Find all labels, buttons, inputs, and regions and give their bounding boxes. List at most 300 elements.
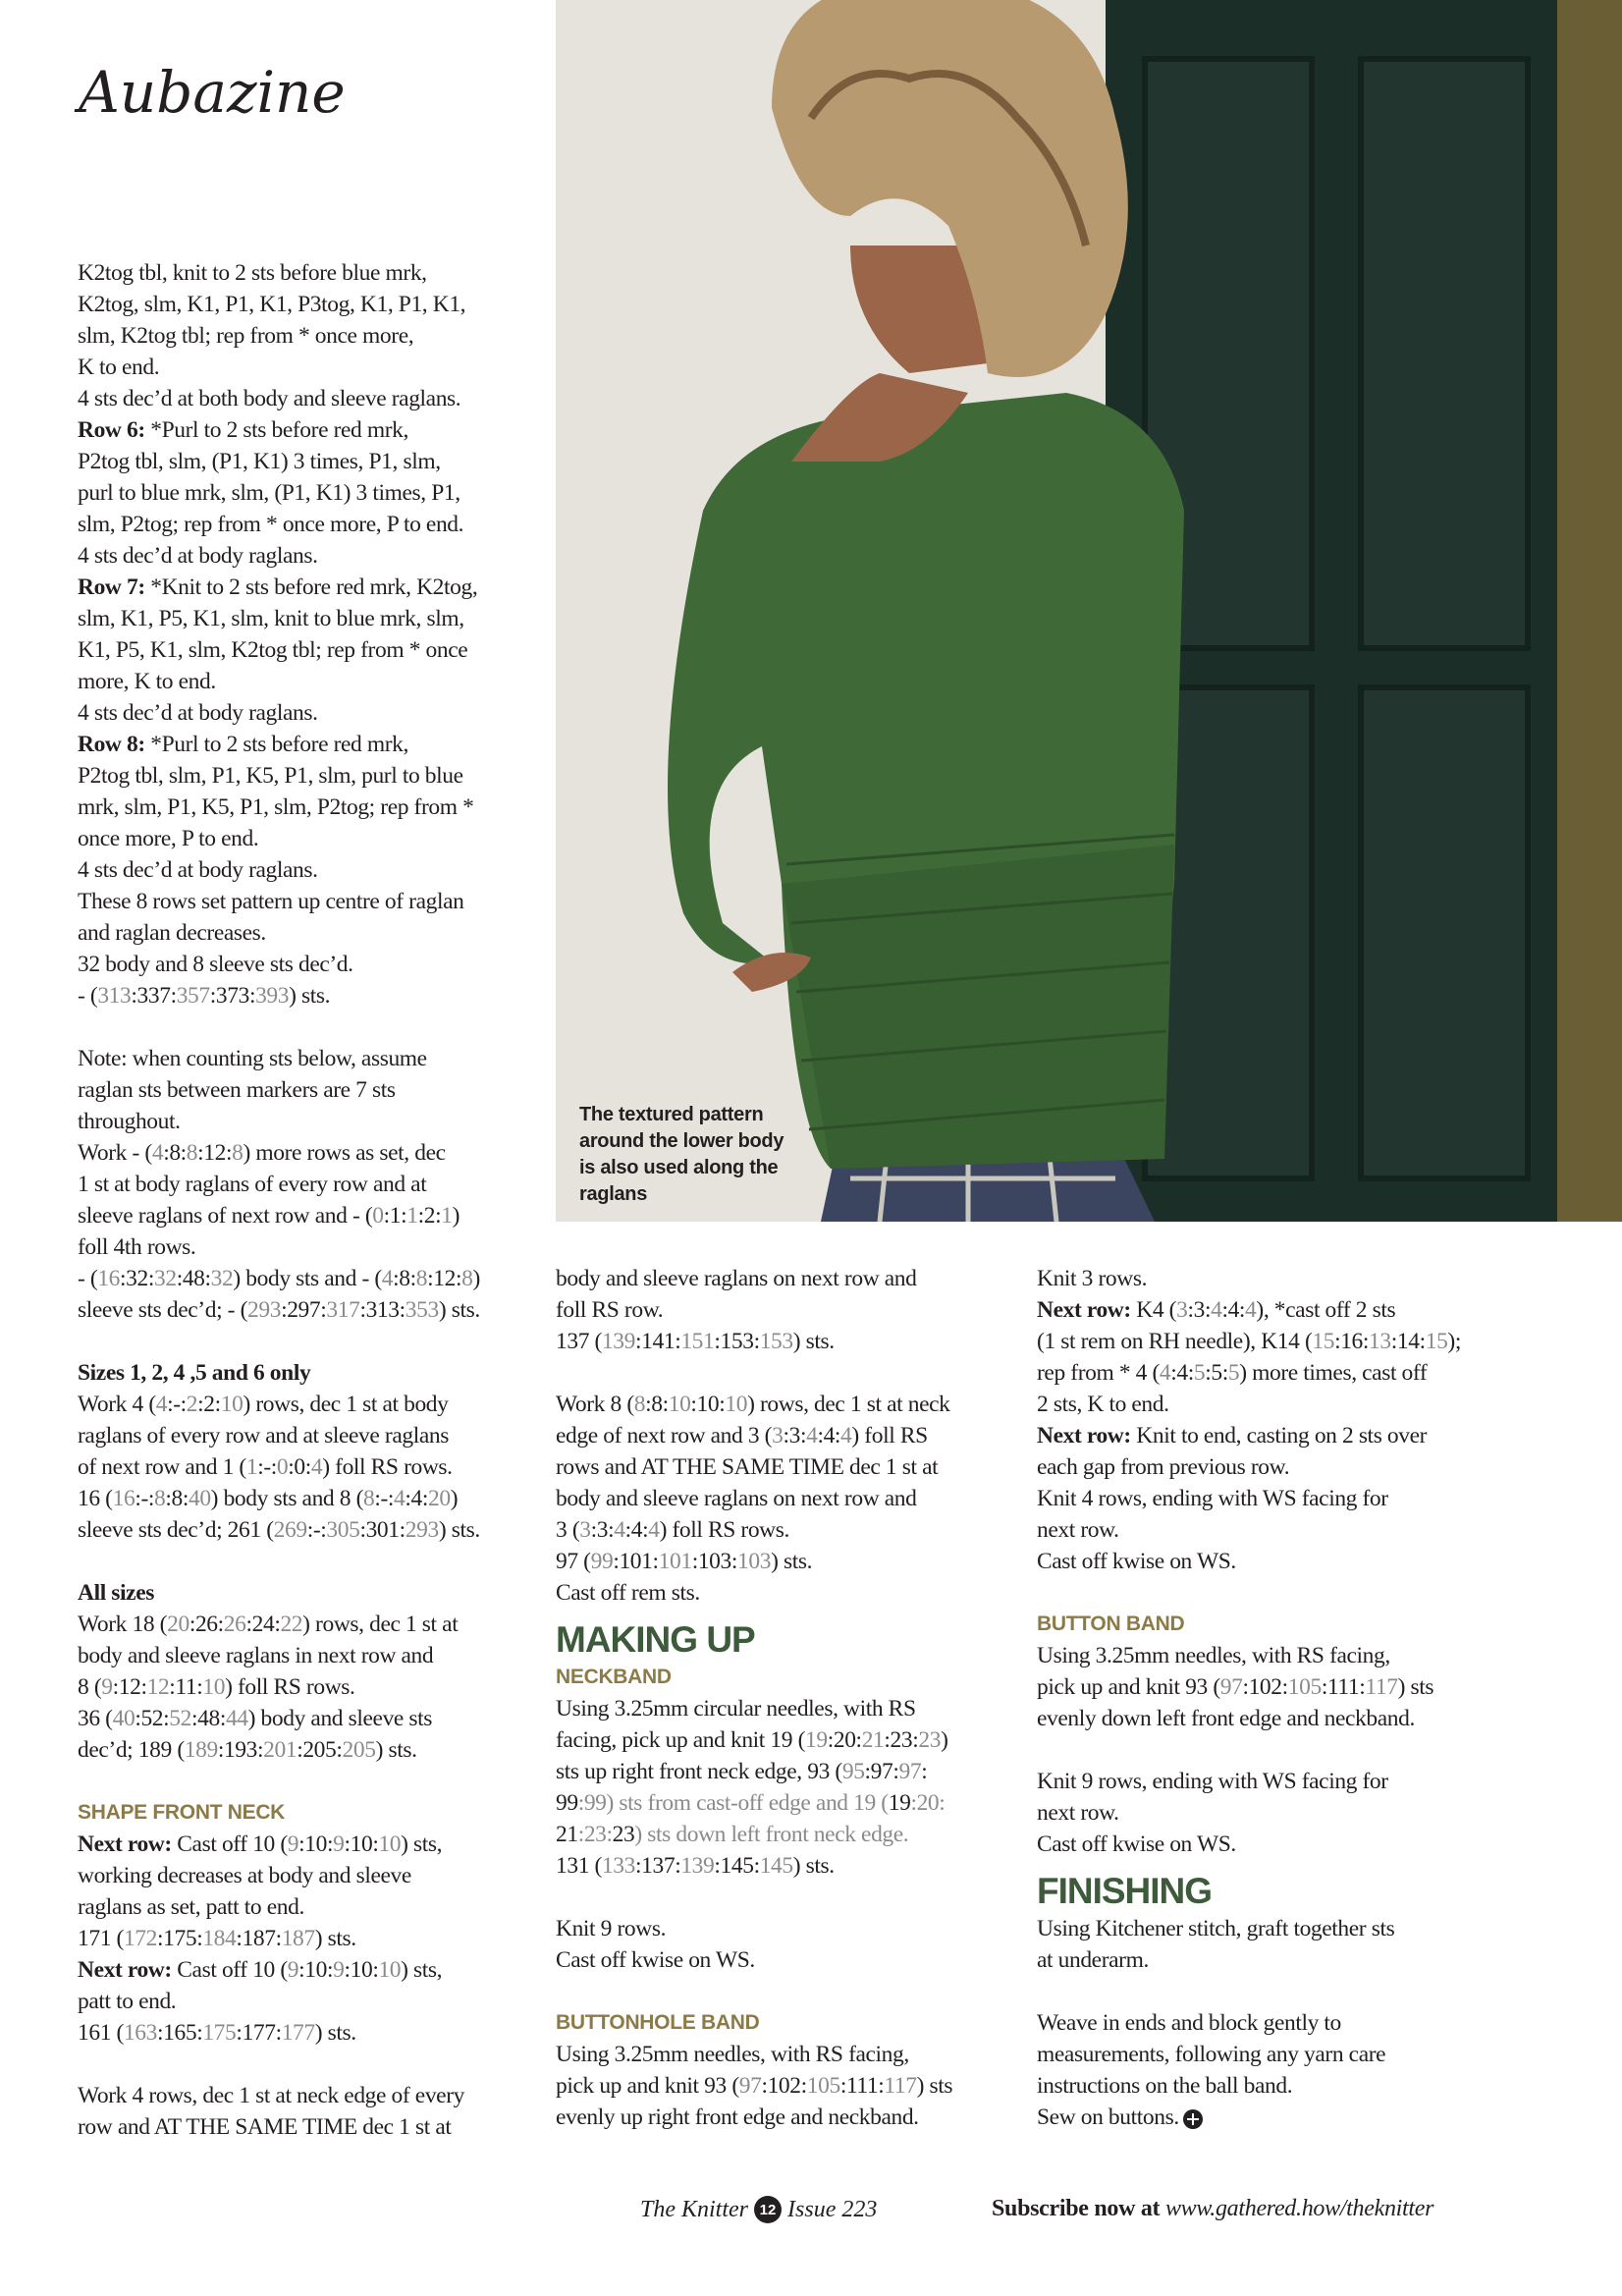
text-fragment: :337: — [131, 983, 177, 1009]
size-value: 151 — [680, 1329, 715, 1354]
text-line: body and sleeve raglans in next row and — [78, 1643, 434, 1668]
size-value: 10 — [220, 1392, 243, 1417]
text-fragment: :205: — [297, 1737, 343, 1763]
text-fragment: :12: — [112, 1674, 147, 1700]
size-value: 26 — [223, 1612, 246, 1637]
text-line: working decreases at body and sleeve — [78, 1863, 411, 1888]
text-fragment: :3: — [783, 1423, 807, 1449]
text-fragment: ) sts. — [438, 1297, 480, 1323]
text-line: at underarm. — [1037, 1947, 1149, 1973]
sized-line — [78, 2017, 539, 2049]
text-line: purl to blue mrk, slm, (P1, K1) 3 times, P1, — [78, 480, 460, 506]
page-number: 12 — [754, 2196, 782, 2223]
text-fragment: :0: — [288, 1454, 311, 1480]
photo-caption: The textured pattern around the lower body is also used along the raglans — [579, 1104, 784, 1205]
size-value: 9 — [287, 1957, 299, 1983]
text-line: row and AT THE SAME TIME dec 1 st at — [78, 2114, 452, 2140]
next-row-line: Next row: Knit to end, casting on 2 sts over — [1037, 1423, 1428, 1449]
text-line: foll RS row. — [556, 1297, 664, 1323]
text-line: 32 body and 8 sleeve sts dec’d. — [78, 952, 353, 977]
size-value: :20: — [910, 1790, 946, 1816]
text-fragment: ) sts, — [401, 1957, 443, 1983]
size-value: 10 — [378, 1957, 402, 1983]
text-fragment: ) sts. — [289, 983, 331, 1009]
text-fragment: :103: — [691, 1549, 737, 1574]
text-fragment: ) rows, dec 1 st at — [302, 1612, 459, 1637]
size-value: 305 — [326, 1517, 360, 1543]
text-fragment: :48: — [176, 1266, 211, 1291]
text-line: foll 4th rows. — [78, 1234, 196, 1260]
neckband-heading: NECKBAND — [556, 1666, 672, 1688]
text-line: 2 sts, K to end. — [1037, 1392, 1169, 1417]
text-line: P2tog tbl, slm, (P1, K1) 3 times, P1, slm, — [78, 449, 441, 474]
text-line: 4 sts dec’d at body raglans. — [78, 543, 318, 569]
row-7-line: Row 7: *Knit to 2 sts before red mrk, K2tog, — [78, 574, 478, 600]
size-value: :99) sts from cast-off edge and 19 ( — [577, 1790, 889, 1816]
sized-line — [78, 1671, 539, 1703]
text-fragment: ) sts. — [792, 1853, 835, 1879]
text-fragment: :187: — [236, 1926, 282, 1951]
text-fragment: ) more times, cast off — [1239, 1360, 1428, 1386]
text-fragment: 161 ( — [78, 2020, 124, 2046]
size-value: 95 — [841, 1759, 865, 1784]
text-fragment: K4 ( — [1130, 1297, 1177, 1323]
text-fragment: :-: — [306, 1517, 327, 1543]
text-fragment: ) body sts and - ( — [233, 1266, 382, 1291]
size-value: 293 — [247, 1297, 282, 1323]
text-fragment: 8 ( — [78, 1674, 102, 1700]
text-fragment: :4: — [1170, 1360, 1194, 1386]
size-value: 12 — [146, 1674, 170, 1700]
sweater-photo — [556, 0, 1622, 1222]
text-line: body and sleeve raglans on next row and — [556, 1486, 917, 1511]
size-value: 117 — [884, 2073, 917, 2099]
text-line: Using 3.25mm needles, with RS facing, — [556, 2042, 909, 2067]
size-value: 269 — [273, 1517, 307, 1543]
text-line: mrk, slm, P1, K5, P1, slm, P2tog; rep from * — [78, 794, 474, 820]
text-fragment: :175: — [157, 1926, 203, 1951]
text-line: evenly up right front edge and neckband. — [556, 2105, 919, 2130]
size-value: 293 — [405, 1517, 439, 1543]
size-value: 9 — [333, 1957, 345, 1983]
text-fragment: sts up right front neck edge, 93 ( — [556, 1759, 842, 1784]
shape-front-neck-heading: SHAPE FRONT NECK — [78, 1801, 286, 1824]
sized-line — [78, 1923, 539, 1954]
size-value: 10 — [202, 1674, 226, 1700]
text-fragment: edge of next row and 3 ( — [556, 1423, 773, 1449]
text-line: 4 sts dec’d at body raglans. — [78, 857, 318, 883]
size-value: 21 — [861, 1727, 885, 1753]
size-value: 4 — [310, 1454, 323, 1480]
size-value: 8 — [232, 1140, 243, 1166]
text-fragment: :52: — [135, 1706, 170, 1731]
text-line: Using 3.25mm circular needles, with RS — [556, 1696, 916, 1722]
text-line: evenly down left front edge and neckband. — [1037, 1706, 1415, 1731]
sized-line — [1037, 1326, 1488, 1357]
text-fragment: ) sts — [916, 2073, 953, 2099]
size-value: 4 — [806, 1423, 818, 1449]
text-fragment: 36 ( — [78, 1706, 113, 1731]
text-fragment: Cast off 10 ( — [171, 1957, 288, 1983]
text-fragment: :-: — [257, 1454, 277, 1480]
size-value: 133 — [601, 1853, 636, 1879]
size-value: 4 — [614, 1517, 625, 1543]
text-line: Using 3.25mm needles, with RS facing, — [1037, 1643, 1390, 1668]
text-fragment: ) sts. — [792, 1329, 835, 1354]
text-fragment: ) foll RS — [851, 1423, 928, 1449]
text-fragment: 171 ( — [78, 1926, 124, 1951]
text-fragment: :102: — [761, 2073, 807, 2099]
size-value: 184 — [202, 1926, 237, 1951]
size-value: 52 — [169, 1706, 191, 1731]
text-fragment: - ( — [78, 1266, 98, 1291]
text-fragment: 99 — [556, 1790, 578, 1816]
size-value: :23: — [577, 1822, 613, 1847]
button-band-heading: BUTTON BAND — [1037, 1613, 1185, 1635]
finishing-heading: FINISHING — [1037, 1871, 1213, 1911]
size-value: 97 — [738, 2073, 762, 2099]
text-fragment: :8: — [393, 1266, 416, 1291]
text-fragment: :177: — [236, 2020, 282, 2046]
size-value: 8 — [154, 1486, 166, 1511]
text-fragment: :111: — [1321, 1674, 1366, 1700]
size-value: 8 — [633, 1392, 646, 1417]
final-line: Sew on buttons. — [1037, 2102, 1488, 2133]
text-fragment: :137: — [635, 1853, 681, 1879]
sized-line — [556, 1514, 998, 1546]
text-line: Cast off kwise on WS. — [1037, 1549, 1236, 1574]
text-line: P2tog tbl, slm, P1, K5, P1, slm, purl to blue — [78, 763, 463, 789]
size-value: 4 — [648, 1517, 660, 1543]
text-line: K2tog tbl, knit to 2 sts before blue mrk, — [78, 260, 427, 286]
text-line: raglan sts between markers are 7 sts — [78, 1077, 396, 1103]
size-value: 177 — [281, 2020, 315, 2046]
text-fragment: :8: — [163, 1140, 187, 1166]
size-value: 8 — [186, 1140, 198, 1166]
sized-line — [78, 1389, 539, 1420]
size-value: 172 — [123, 1926, 158, 1951]
article-title: Aubazine — [79, 59, 346, 126]
size-value: 16 — [97, 1266, 121, 1291]
text-fragment: Work 4 ( — [78, 1392, 156, 1417]
size-value: 20 — [167, 1612, 189, 1637]
text-fragment: ) rows, dec 1 st at body — [243, 1392, 449, 1417]
stitch-count-line — [78, 980, 539, 1011]
size-value: 15 — [1312, 1329, 1335, 1354]
text-fragment: ) sts, — [401, 1831, 443, 1857]
sweater-illustration — [556, 0, 1622, 1222]
next-row-line: Next row: Cast off 10 (9:10:9:10:10) sts, — [78, 1831, 443, 1857]
size-value: 10 — [668, 1392, 691, 1417]
size-value: 1 — [441, 1203, 453, 1229]
size-value: 97 — [1219, 1674, 1243, 1700]
next-row-line: Next row: K4 (3:3:4:4:4), *cast off 2 sts — [1037, 1297, 1396, 1323]
text-fragment: sleeve sts dec’d; - ( — [78, 1297, 248, 1323]
text-line: slm, K1, P5, K1, slm, knit to blue mrk, slm, — [78, 606, 464, 631]
size-value: ) sts down left front neck edge. — [634, 1822, 909, 1847]
sized-line — [556, 1787, 998, 1819]
row-label: Row 7: — [78, 574, 145, 600]
size-value: 4 — [155, 1392, 168, 1417]
row-label: Row 8: — [78, 732, 145, 757]
text-fragment: : — [921, 1759, 928, 1784]
size-value: 145 — [759, 1853, 793, 1879]
text-line: next row. — [1037, 1517, 1119, 1543]
text-fragment: :193: — [217, 1737, 264, 1763]
text-fragment: ) sts. — [438, 1517, 480, 1543]
buttonhole-band-heading: BUTTONHOLE BAND — [556, 2011, 760, 2034]
text-line: 4 sts dec’d at body raglans. — [78, 700, 318, 726]
text-line: Using Kitchener stitch, graft together sts — [1037, 1916, 1395, 1941]
text-fragment: :4: — [817, 1423, 841, 1449]
text-fragment: :10: — [298, 1831, 334, 1857]
text-line: Note: when counting sts below, assume — [78, 1046, 427, 1071]
size-value: 0 — [372, 1203, 384, 1229]
size-value: 117 — [1365, 1674, 1398, 1700]
size-value: 4 — [381, 1266, 394, 1291]
text-fragment: :24: — [245, 1612, 281, 1637]
text-line: K to end. — [78, 355, 160, 380]
size-value: 99 — [590, 1549, 614, 1574]
size-value: 20 — [428, 1486, 451, 1511]
text-line: body and sleeve raglans on next row and — [556, 1266, 917, 1291]
text-fragment: :20: — [827, 1727, 862, 1753]
text-fragment: :3: — [590, 1517, 615, 1543]
text-line: once more, P to end. — [78, 826, 259, 851]
text-line: each gap from previous row. — [1037, 1454, 1290, 1480]
size-value: 105 — [806, 2073, 840, 2099]
text-line: Cast off kwise on WS. — [556, 1947, 755, 1973]
size-value: 4 — [840, 1423, 852, 1449]
size-value: 3 — [772, 1423, 784, 1449]
sized-line — [556, 1724, 998, 1756]
size-value: 393 — [255, 983, 290, 1009]
text-fragment: 137 ( — [556, 1329, 602, 1354]
text-fragment: :101: — [613, 1549, 659, 1574]
text-fragment: :145: — [714, 1853, 760, 1879]
size-value: 175 — [202, 2020, 237, 2046]
text-fragment: ) sts. — [314, 2020, 356, 2046]
next-row-line: Next row: Cast off 10 (9:10:9:10:10) sts, — [78, 1957, 443, 1983]
size-value: 10 — [378, 1831, 402, 1857]
text-fragment: ) — [450, 1486, 459, 1511]
sized-line — [556, 1389, 998, 1420]
text-fragment: :12: — [427, 1266, 462, 1291]
size-value: 4 — [394, 1486, 406, 1511]
text-fragment: rep from * 4 ( — [1037, 1360, 1160, 1386]
text-fragment: :8: — [165, 1486, 189, 1511]
sized-line — [78, 1703, 539, 1734]
text-fragment: :8: — [645, 1392, 669, 1417]
text-fragment: ) rows, dec 1 st at neck — [747, 1392, 950, 1417]
text-fragment: ) foll RS rows. — [659, 1517, 789, 1543]
text-fragment: ) — [452, 1203, 460, 1229]
size-value: 313 — [97, 983, 132, 1009]
text-line: Work 4 rows, dec 1 st at neck edge of every — [78, 2083, 464, 2108]
text-fragment: ), *cast off 2 sts — [1256, 1297, 1396, 1323]
size-value: 97 — [898, 1759, 922, 1784]
text-fragment: 131 ( — [556, 1853, 602, 1879]
row-8-line: Row 8: *Purl to 2 sts before red mrk, — [78, 732, 408, 757]
text-fragment: ) — [472, 1266, 480, 1291]
text-fragment: ) foll RS rows. — [225, 1674, 355, 1700]
sized-line — [556, 1326, 998, 1357]
sized-line — [78, 1734, 539, 1766]
size-value: 32 — [154, 1266, 177, 1291]
size-value: 139 — [680, 1853, 715, 1879]
text-fragment: :3: — [1187, 1297, 1212, 1323]
size-value: 22 — [280, 1612, 303, 1637]
text-line: 1 st at body raglans of every row and at — [78, 1172, 427, 1197]
size-value: 187 — [281, 1926, 315, 1951]
size-value: 23 — [918, 1727, 942, 1753]
text-fragment: pick up and knit 93 ( — [1037, 1674, 1220, 1700]
size-value: 44 — [225, 1706, 248, 1731]
text-line: Cast off rem sts. — [556, 1580, 700, 1606]
text-fragment: :313: — [359, 1297, 406, 1323]
size-value: 3 — [1176, 1297, 1188, 1323]
text-fragment: of next row and 1 ( — [78, 1454, 246, 1480]
text-fragment: :-: — [374, 1486, 395, 1511]
text-fragment: :102: — [1242, 1674, 1288, 1700]
size-value: 15 — [1425, 1329, 1448, 1354]
size-value: 9 — [333, 1831, 345, 1857]
text-fragment: (1 st rem on RH needle), K14 ( — [1037, 1329, 1313, 1354]
text-fragment: :2: — [417, 1203, 442, 1229]
sizes-heading: Sizes 1, 2, 4 ,5 and 6 only — [78, 1360, 311, 1386]
sized-line — [556, 1850, 998, 1882]
size-value: 40 — [112, 1706, 135, 1731]
text-fragment: ); — [1447, 1329, 1461, 1354]
text-fragment: :10: — [298, 1957, 334, 1983]
sized-line — [78, 1200, 539, 1231]
subscribe-text: Subscribe now at — [992, 2196, 1165, 2221]
text-fragment: :4: — [624, 1517, 649, 1543]
text-fragment: sleeve sts dec’d; 261 ( — [78, 1517, 274, 1543]
size-value: 103 — [737, 1549, 772, 1574]
sized-line — [78, 1263, 539, 1294]
text-fragment: :14: — [1390, 1329, 1426, 1354]
size-value: 5 — [1227, 1360, 1240, 1386]
text-fragment: ) sts. — [771, 1549, 813, 1574]
text-fragment: :23: — [884, 1727, 919, 1753]
text-fragment: :26: — [189, 1612, 224, 1637]
sized-line — [78, 1294, 539, 1326]
end-mark-icon — [1183, 2109, 1203, 2129]
size-value: 189 — [184, 1737, 218, 1763]
pattern-column-3 — [1037, 1263, 1488, 2133]
text-line: 4 sts dec’d at both body and sleeve raglans. — [78, 386, 461, 411]
size-value: 10 — [725, 1392, 748, 1417]
size-value: 4 — [1245, 1297, 1257, 1323]
text-line: Weave in ends and block gently to — [1037, 2010, 1341, 2036]
size-value: 353 — [405, 1297, 439, 1323]
text-fragment: Work 18 ( — [78, 1612, 168, 1637]
text-fragment: :373: — [209, 983, 256, 1009]
text-fragment: ) — [941, 1727, 948, 1753]
text-line: instructions on the ball band. — [1037, 2073, 1293, 2099]
text-fragment: :48: — [190, 1706, 226, 1731]
text-fragment: ) foll RS rows. — [322, 1454, 453, 1480]
text-fragment: :11: — [169, 1674, 203, 1700]
size-value: 5 — [1193, 1360, 1206, 1386]
size-value: 0 — [276, 1454, 289, 1480]
row-label: Row 6: — [78, 417, 145, 443]
text-fragment: 19 — [888, 1790, 911, 1816]
text-line: measurements, following any yarn care — [1037, 2042, 1386, 2067]
text-line: next row. — [1037, 1800, 1119, 1826]
size-value: 13 — [1369, 1329, 1391, 1354]
size-value: 201 — [263, 1737, 297, 1763]
text-line: These 8 rows set pattern up centre of raglan — [78, 889, 464, 914]
size-value: 40 — [188, 1486, 211, 1511]
text-fragment: - ( — [78, 983, 98, 1009]
text-fragment: :141: — [635, 1329, 681, 1354]
text-line: K1, P5, K1, slm, K2tog tbl; rep from * once — [78, 637, 468, 663]
size-value: 4 — [1211, 1297, 1222, 1323]
sized-line — [556, 1756, 998, 1787]
text-line: more, K to end. — [78, 669, 216, 694]
text-fragment: :5: — [1205, 1360, 1228, 1386]
sized-line — [78, 1451, 539, 1483]
pattern-column-1 — [78, 257, 539, 2143]
text-line: slm, K2tog tbl; rep from * once more, — [78, 323, 414, 349]
sized-line — [556, 1546, 998, 1577]
text-fragment: :10: — [344, 1831, 379, 1857]
sized-line — [1037, 1671, 1488, 1703]
size-value: 205 — [342, 1737, 376, 1763]
size-value: 8 — [415, 1266, 428, 1291]
sized-line — [1037, 1357, 1488, 1389]
text-fragment: facing, pick up and knit 19 ( — [556, 1727, 806, 1753]
all-sizes-heading: All sizes — [78, 1580, 154, 1606]
text-fragment: 3 ( — [556, 1517, 580, 1543]
size-value: 32 — [210, 1266, 234, 1291]
text-fragment: ) body sts and 8 ( — [210, 1486, 363, 1511]
text-line: Knit 9 rows, ending with WS facing for — [1037, 1769, 1388, 1794]
size-value: 101 — [658, 1549, 692, 1574]
text-fragment: :297: — [281, 1297, 327, 1323]
size-value: 8 — [461, 1266, 473, 1291]
size-value: 105 — [1287, 1674, 1322, 1700]
text-fragment: ) body and sleeve sts — [247, 1706, 433, 1731]
text-fragment: ) sts. — [314, 1926, 356, 1951]
size-value: 3 — [579, 1517, 591, 1543]
size-value: 8 — [363, 1486, 375, 1511]
text-fragment: :32: — [120, 1266, 154, 1291]
size-value: 2 — [186, 1392, 198, 1417]
text-fragment: 21 — [556, 1822, 578, 1847]
text-fragment: dec’d; 189 ( — [78, 1737, 185, 1763]
size-value: 19 — [805, 1727, 828, 1753]
text-line: Knit 3 rows. — [1037, 1266, 1148, 1291]
text-fragment: :1: — [383, 1203, 407, 1229]
sized-line — [556, 1819, 998, 1850]
subscribe-link[interactable]: www.gathered.how/theknitter — [1164, 2196, 1434, 2221]
magazine-name: The Knitter — [640, 2196, 749, 2222]
text-fragment: :10: — [690, 1392, 726, 1417]
text-line: raglans of every row and at sleeve raglans — [78, 1423, 449, 1449]
sized-line — [78, 1137, 539, 1169]
size-value: 1 — [406, 1203, 418, 1229]
size-value: 139 — [601, 1329, 636, 1354]
size-value: 4 — [1159, 1360, 1171, 1386]
sized-line — [78, 1483, 539, 1514]
size-value: 317 — [326, 1297, 360, 1323]
size-value: 4 — [151, 1140, 164, 1166]
sized-line — [556, 1420, 998, 1451]
text-fragment: Cast off 10 ( — [171, 1831, 288, 1857]
